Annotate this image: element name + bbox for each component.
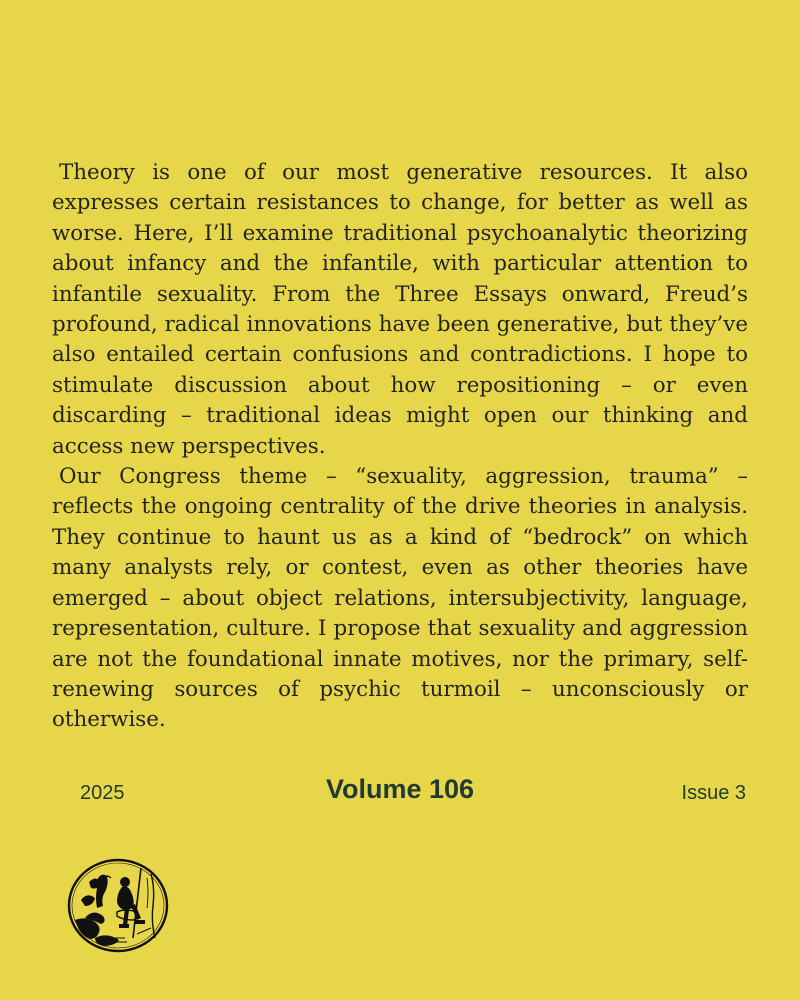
abstract-text (52, 158, 748, 736)
issue-label: Issue 3 (681, 782, 746, 804)
abstract-paragraph-2: Our Congress theme – “sexuality, aggression, trauma” – reflects the ongoing centrality of the drive theories in analysis. They continue to haunt us as a kind of “bedrock” on which many analysts rely, or contest, even as other theories have emerged – about object relations, intersubjectivity, language, representation, culture. I propose that sexuality and aggression are not the foundational innate motives, nor the primary, self-renewing sources of psychic turmoil – unconsciously or otherwise. (52, 464, 748, 733)
issue-info-row (0, 772, 800, 812)
journal-emblem-icon (67, 858, 169, 953)
publication-year: 2025 (80, 782, 125, 804)
volume-label: Volume 106 (325, 774, 475, 804)
abstract-paragraph-1: Theory is one of our most generative resources. It also expresses certain resistances to change, for better as well as worse. Here, I’ll examine traditional psychoanalytic theorizing about infancy and the infantile, with particular attention to infantile sexuality. From the Three Essays onward, Freud’s profound, radical innovations have been generative, but they’ve also entailed certain confusions and contradictions. I hope to stimulate discussion about how repositioning – or even discarding – traditional ideas might open our thinking and access new perspectives. (52, 160, 748, 459)
